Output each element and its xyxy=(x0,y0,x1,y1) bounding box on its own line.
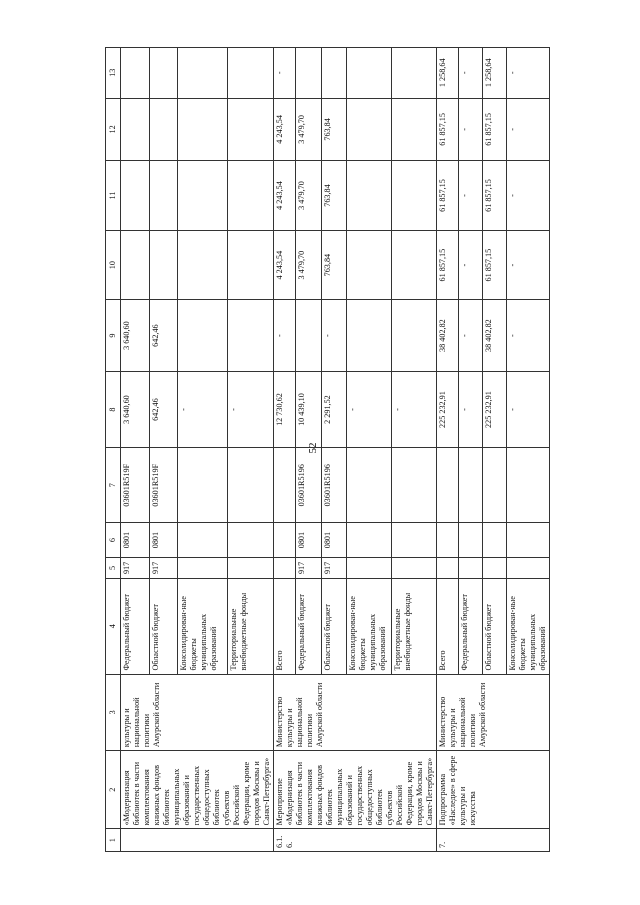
value-cell xyxy=(392,48,437,99)
target-article-cell: 03601R5196 xyxy=(296,448,322,523)
funding-source-cell: Федеральный бюджет xyxy=(296,578,322,674)
item-name-cell: «Модернизация библиотек в части комплектования книжных фондов библиотек муниципальных образований и государственных общедоступных библиотек субъектов Российской Федерации, кроме городов Москвы и Санкт-Петербурга» xyxy=(121,751,274,829)
value-cell xyxy=(347,300,392,371)
value-cell xyxy=(227,161,273,231)
grbs-cell xyxy=(177,557,227,578)
target-article-cell xyxy=(227,448,273,523)
value-cell xyxy=(121,161,150,231)
value-cell xyxy=(177,230,227,300)
value-total-cell: - xyxy=(177,371,227,448)
value-cell xyxy=(227,230,273,300)
value-total-cell: - xyxy=(459,371,483,448)
executor-cell: культуры и национальной политики Амурской области xyxy=(121,674,274,751)
section-code-cell xyxy=(177,523,227,558)
value-cell: 3 640,60 xyxy=(121,300,150,371)
value-total-cell: 10 439,10 xyxy=(296,371,322,448)
rotated-table-container xyxy=(105,47,547,852)
column-number: 13 xyxy=(106,48,121,99)
value-cell: 763,84 xyxy=(322,161,347,231)
funding-source-cell: Областной бюджет xyxy=(322,578,347,674)
value-cell xyxy=(177,161,227,231)
column-number: 5 xyxy=(106,557,121,578)
value-cell: 61 857,15 xyxy=(483,161,507,231)
target-article-cell xyxy=(483,448,507,523)
value-cell: 61 857,15 xyxy=(437,161,459,231)
value-cell xyxy=(177,300,227,371)
section-code-cell xyxy=(347,523,392,558)
section-code-cell xyxy=(274,523,296,558)
value-cell xyxy=(150,48,177,99)
funding-source-cell: Консолидирован-ные бюджеты муниципальных образований xyxy=(177,578,227,674)
grbs-cell: 917 xyxy=(121,557,150,578)
item-name-cell: Мероприятие «Модернизация библиотек в части комплектования книжных фондов библиотек муниципальных образований и государственных общедоступных библиотек субъектов Российской Федерации, кроме городов Москвы и Санкт-Петербурга» xyxy=(274,751,437,829)
target-article-cell: 03601R519F xyxy=(121,448,150,523)
value-cell: - xyxy=(507,98,550,161)
value-cell xyxy=(121,98,150,161)
item-number-cell: 6.1.6. xyxy=(274,829,437,852)
section-code-cell xyxy=(459,523,483,558)
value-total-cell: 225 232,91 xyxy=(437,371,459,448)
section-code-cell xyxy=(483,523,507,558)
funding-source-cell: Территориальные внебюджетные фонды xyxy=(392,578,437,674)
value-cell xyxy=(322,48,347,99)
target-article-cell xyxy=(459,448,483,523)
value-total-cell: - xyxy=(507,371,550,448)
value-cell: - xyxy=(274,300,296,371)
column-number: 2 xyxy=(106,751,121,829)
section-code-cell xyxy=(437,523,459,558)
value-cell: - xyxy=(459,161,483,231)
funding-source-cell: Всего xyxy=(437,578,459,674)
grbs-cell xyxy=(392,557,437,578)
value-cell: - xyxy=(322,300,347,371)
value-cell: 4 243,54 xyxy=(274,98,296,161)
value-cell: 4 243,54 xyxy=(274,161,296,231)
value-cell: - xyxy=(507,161,550,231)
value-cell xyxy=(347,98,392,161)
budget-table-frame xyxy=(105,47,547,852)
target-article-cell xyxy=(392,448,437,523)
value-total-cell: - xyxy=(227,371,273,448)
value-cell: 61 857,15 xyxy=(483,230,507,300)
value-cell: 61 857,15 xyxy=(437,98,459,161)
value-cell: - xyxy=(507,230,550,300)
value-cell xyxy=(177,98,227,161)
value-cell xyxy=(392,300,437,371)
page-number: 52 xyxy=(307,442,319,454)
funding-source-cell: Областной бюджет xyxy=(483,578,507,674)
value-cell: - xyxy=(274,48,296,99)
target-article-cell xyxy=(437,448,459,523)
grbs-cell: 917 xyxy=(296,557,322,578)
value-cell: 3 479,70 xyxy=(296,161,322,231)
value-cell: 3 479,70 xyxy=(296,98,322,161)
grbs-cell: 917 xyxy=(322,557,347,578)
funding-source-cell: Всего xyxy=(274,578,296,674)
value-total-cell: 642,46 xyxy=(150,371,177,448)
value-cell xyxy=(296,48,322,99)
target-article-cell xyxy=(347,448,392,523)
column-number: 12 xyxy=(106,98,121,161)
column-number: 11 xyxy=(106,161,121,231)
column-number: 4 xyxy=(106,578,121,674)
value-cell: 38 402,82 xyxy=(437,300,459,371)
grbs-cell xyxy=(459,557,483,578)
funding-source-cell: Федеральный бюджет xyxy=(459,578,483,674)
grbs-cell xyxy=(483,557,507,578)
target-article-cell: 03601R5196 xyxy=(322,448,347,523)
value-cell xyxy=(150,161,177,231)
value-cell xyxy=(392,98,437,161)
column-number: 8 xyxy=(106,371,121,448)
column-number-row xyxy=(106,48,121,852)
column-number: 7 xyxy=(106,448,121,523)
value-cell xyxy=(121,230,150,300)
column-number: 6 xyxy=(106,523,121,558)
value-cell xyxy=(347,161,392,231)
value-cell: 1 258,64 xyxy=(437,48,459,99)
target-article-cell xyxy=(177,448,227,523)
budget-table xyxy=(105,47,550,852)
item-number-cell xyxy=(121,829,274,852)
value-cell: 3 479,70 xyxy=(296,230,322,300)
value-cell xyxy=(296,300,322,371)
grbs-cell: 917 xyxy=(150,557,177,578)
value-cell: - xyxy=(459,300,483,371)
funding-source-cell: Консолидирован-ные бюджеты муниципальных образований xyxy=(507,578,550,674)
value-cell: 61 857,15 xyxy=(437,230,459,300)
value-total-cell: - xyxy=(347,371,392,448)
target-article-cell xyxy=(507,448,550,523)
funding-source-cell: Федеральный бюджет xyxy=(121,578,150,674)
section-code-cell xyxy=(392,523,437,558)
grbs-cell xyxy=(507,557,550,578)
value-cell xyxy=(347,48,392,99)
value-total-cell: 3 640,60 xyxy=(121,371,150,448)
grbs-cell xyxy=(437,557,459,578)
section-code-cell: 0801 xyxy=(150,523,177,558)
table-row xyxy=(437,48,459,852)
column-number: 9 xyxy=(106,300,121,371)
value-cell: 763,84 xyxy=(322,98,347,161)
section-code-cell: 0801 xyxy=(322,523,347,558)
section-code-cell: 0801 xyxy=(121,523,150,558)
item-name-cell: Подпрограмма «Наследие» в сфере культуры и искусства xyxy=(437,751,550,829)
table-row xyxy=(274,48,296,852)
value-cell: - xyxy=(507,48,550,99)
value-cell: - xyxy=(459,98,483,161)
column-number: 1 xyxy=(106,829,121,852)
value-cell xyxy=(227,98,273,161)
value-cell xyxy=(121,48,150,99)
value-cell: - xyxy=(459,48,483,99)
value-cell: 642,46 xyxy=(150,300,177,371)
grbs-cell xyxy=(274,557,296,578)
value-cell: 4 243,54 xyxy=(274,230,296,300)
table-row xyxy=(121,48,150,852)
target-article-cell: 03601R519F xyxy=(150,448,177,523)
value-total-cell: 2 291,52 xyxy=(322,371,347,448)
value-cell: 1 258,64 xyxy=(483,48,507,99)
executor-cell: Министерство культуры и национальной политики Амурской области xyxy=(437,674,550,751)
value-total-cell: 12 730,62 xyxy=(274,371,296,448)
value-cell xyxy=(347,230,392,300)
value-total-cell: - xyxy=(392,371,437,448)
value-cell: - xyxy=(507,300,550,371)
value-cell: 763,84 xyxy=(322,230,347,300)
grbs-cell xyxy=(347,557,392,578)
value-cell xyxy=(392,161,437,231)
section-code-cell xyxy=(507,523,550,558)
value-cell xyxy=(150,98,177,161)
value-cell xyxy=(177,48,227,99)
executor-cell: Министерство культуры и национальной политики Амурской области xyxy=(274,674,437,751)
value-cell xyxy=(227,300,273,371)
column-number: 3 xyxy=(106,674,121,751)
value-cell xyxy=(392,230,437,300)
section-code-cell: 0801 xyxy=(296,523,322,558)
value-cell xyxy=(150,230,177,300)
value-total-cell: 225 232,91 xyxy=(483,371,507,448)
column-number: 10 xyxy=(106,230,121,300)
funding-source-cell: Областной бюджет xyxy=(150,578,177,674)
value-cell xyxy=(227,48,273,99)
value-cell: 38 402,82 xyxy=(483,300,507,371)
grbs-cell xyxy=(227,557,273,578)
funding-source-cell: Территориальные внебюджетные фонды xyxy=(227,578,273,674)
funding-source-cell: Консолидирован-ные бюджеты муниципальных образований xyxy=(347,578,392,674)
value-cell: 61 857,15 xyxy=(483,98,507,161)
section-code-cell xyxy=(227,523,273,558)
value-cell: - xyxy=(459,230,483,300)
target-article-cell xyxy=(274,448,296,523)
item-number-cell: 7. xyxy=(437,829,550,852)
